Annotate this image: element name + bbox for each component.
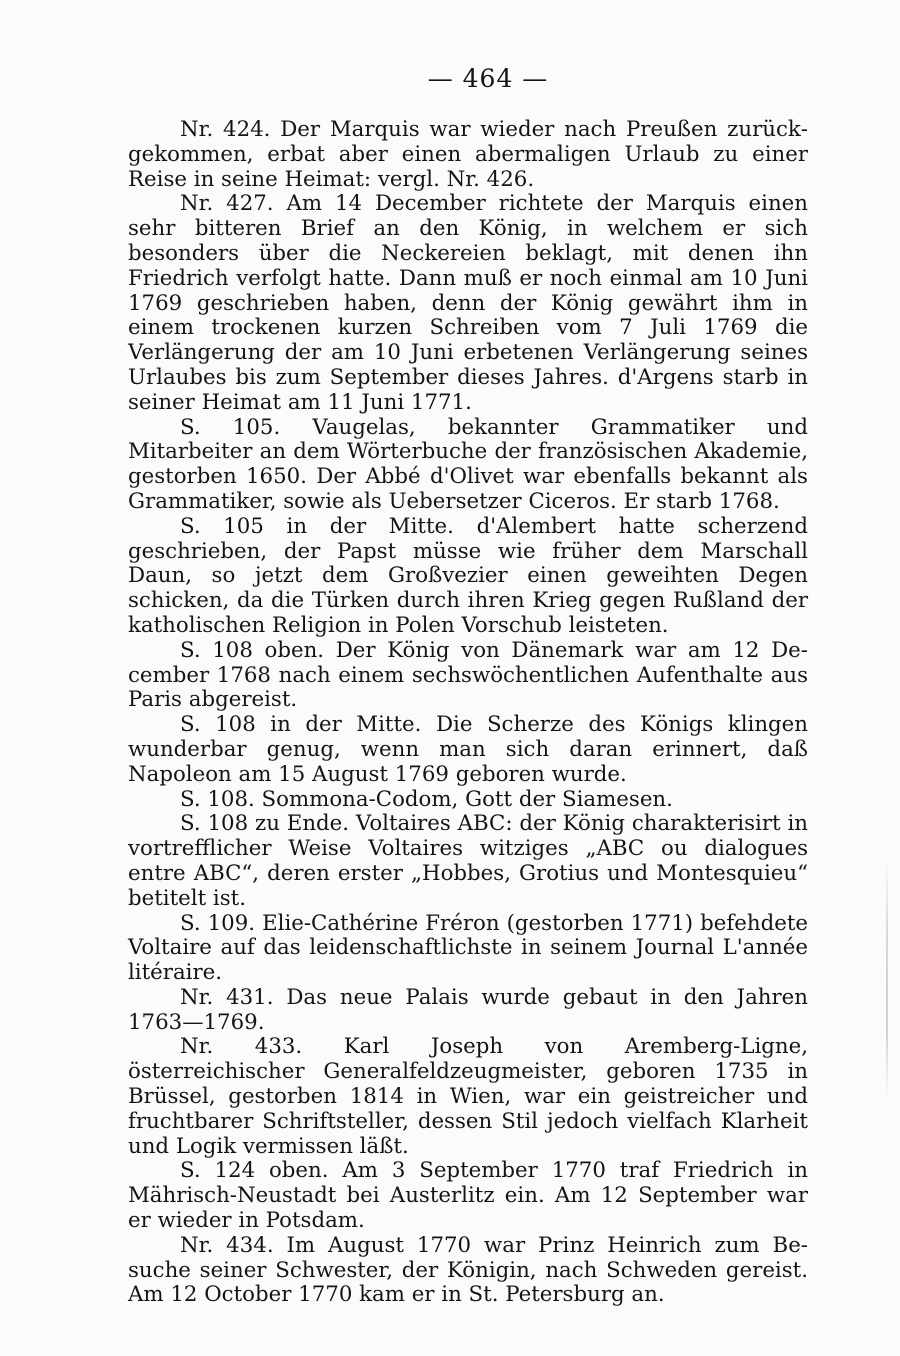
note-nr-427: Nr. 427. Am 14 December richtete der Marquis einen sehr bitteren Brief an den König, in welchem er sich besonders über die Neckereien beklagt, mit denen ihn Friedrich verfolgt hatte. Dann muß er noch einmal am 10 Juni 1769 geschrieben haben, denn der König gewährt ihm in einem trockenen kurzen Schreiben vom 7 Juli 1769 die Verlängerung der am 10 Juni erbetenen Verlängerung seines Urlaubes bis zum September dieses Jahres. d'Argens starb in seiner Heimat am 11 Juni 1771. (128, 191, 808, 415)
note-s-108-mitte: S. 108 in der Mitte. Die Scherze des Königs klingen wunderbar genug, wenn man sich daran erinnert, daß Napoleon am 15 August 1769 geboren wurde. (128, 712, 808, 787)
note-s-108-oben: S. 108 oben. Der König von Dänemark war am 12 December 1768 nach einem sechswöchentlichen Aufenthalte aus Paris abgereist. (128, 637, 808, 713)
note-nr-433: Nr. 433. Karl Joseph von Aremberg-Ligne, österreichischer Generalfeldzeugmeister, geboren 1735 in Brüssel, gestorben 1814 in Wien, war ein geistreicher und fruchtbarer Schriftsteller, dessen Stil jedoch vielfach Klarheit und Logik vermissen läßt. (128, 1034, 808, 1159)
note-s-109: S. 109. Elie-Cathérine Fréron (gestorben 1771) befehdete Voltaire auf das leidenschaftlichste in seinem Journal L'année litéraire. (128, 910, 808, 986)
note-nr-424: Nr. 424. Der Marquis war wieder nach Preußen zurückgekommen, erbat aber einen abermaligen Urlaub zu einer Reise in seine Heimat: vergl. Nr. 426. (128, 117, 808, 192)
note-nr-431: Nr. 431. Das neue Palais wurde gebaut in den Jahren 1763—1769. (128, 984, 808, 1035)
note-s-105-mitte: S. 105 in der Mitte. d'Alembert hatte scherzend geschrieben, der Papst müsse wie früher dem Marschall Daun, so jetzt dem Großvezier einen geweihten Degen schicken, da die Türken durch ihren Krieg gegen Rußland der katholischen Religion in Polen Vorschub leisteten. (128, 513, 808, 638)
note-s-108-ende: S. 108 zu Ende. Voltaires ABC: der König charakterisirt in vortrefflicher Weise Voltaires witziges „ABC ou dialogues entre ABC“, deren erster „Hobbes, Grotius und Montesquieu“ betitelt ist. (128, 811, 808, 911)
note-nr-434: Nr. 434. Im August 1770 war Prinz Heinrich zum Besuche seiner Schwester, der Königin, nach Schweden gereist. Am 12 October 1770 kam er in St. Petersburg an. (128, 1232, 808, 1308)
note-s-108: S. 108. Sommona-Codom, Gott der Siamesen. (180, 786, 673, 812)
note-s-105: S. 105. Vaugelas, bekannter Grammatiker und Mitarbeiter an dem Wörterbuche der französischen Akademie, gestorben 1650. Der Abbé d'Olivet war ebenfalls bekannt als Grammatiker, sowie als Uebersetzer Ciceros. Er starb 1768. (128, 414, 808, 514)
page-number: — 464 — (427, 64, 549, 93)
page-edge-mark (886, 860, 888, 1100)
note-s-124-oben: S. 124 oben. Am 3 September 1770 traf Friedrich in Mährisch-Neustadt bei Austerlitz ein. Am 12 September war er wieder in Potsdam. (128, 1158, 808, 1234)
